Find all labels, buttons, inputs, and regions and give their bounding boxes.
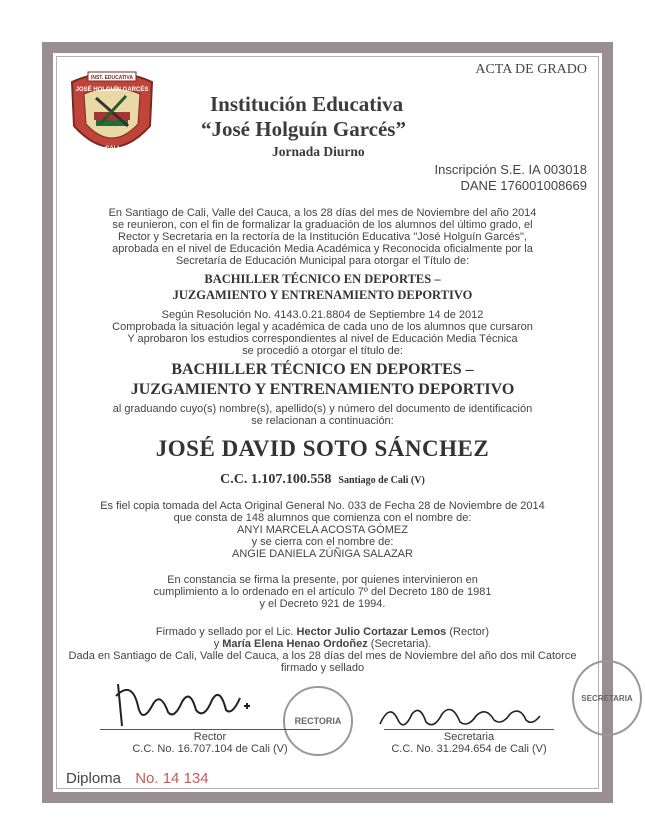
resolution-line: Según Resolución No. 4143.0.21.8804 de Septiembre 14 de 2012	[161, 309, 484, 321]
given-line: firmado y sellado	[280, 662, 365, 674]
secretaria-stamp	[572, 660, 642, 736]
svg-text:CALI: CALI	[105, 146, 119, 152]
copy-paragraph	[60, 500, 585, 560]
copy-line: que consta de 148 alumnos que comienza con el nombre de:	[173, 512, 472, 524]
graduate-intro-line: se relacionan a continuación:	[251, 415, 394, 427]
signed-joiner: y	[213, 638, 223, 650]
diploma-footer	[66, 770, 209, 787]
institution-name-line1: Institución Educativa	[210, 92, 404, 116]
intro-line: se reunieron, con el fin de formalizar la graduación de los alumnos del último grado, el	[112, 219, 533, 231]
signed-line-2	[60, 638, 585, 650]
svg-text:INST. EDUCATIVA: INST. EDUCATIVA	[90, 75, 134, 81]
rector-signature-block	[100, 729, 320, 755]
rector-role: (Rector)	[446, 626, 490, 638]
signed-line-1	[60, 626, 585, 638]
title-line: BACHILLER TÉCNICO EN DEPORTES –	[204, 272, 441, 286]
title-line: JUZGAMIENTO Y ENTRENAMIENTO DEPORTIVO	[172, 288, 473, 302]
dane-code: DANE 176001008669	[460, 178, 587, 193]
signed-prefix: Firmado y sellado por el Lic.	[155, 626, 297, 638]
graduate-id-number: C.C. 1.107.100.558	[220, 472, 332, 487]
secretary-role: (Secretaria).	[367, 638, 432, 650]
signed-paragraph	[60, 626, 585, 674]
resolution-line: Comprobada la situación legal y académica de cada uno de los alumnos que cursaron	[112, 321, 533, 333]
degree-title-small	[60, 271, 585, 303]
diploma-number: No. 14 134	[135, 770, 209, 787]
rector-label: Rector	[193, 731, 227, 743]
intro-line: En Santiago de Cali, Valle del Cauca, a los 28 días del mes de Noviembre del año 2014	[108, 207, 537, 219]
title-line: JUZGAMIENTO Y ENTRENAMIENTO DEPORTIVO	[130, 381, 515, 398]
graduate-id	[60, 472, 585, 488]
intro-paragraph	[60, 207, 585, 267]
intro-line: aprobada en el nivel de Educación Media Académica y Reconocida oficialmente por la	[112, 243, 533, 255]
graduate-intro	[60, 403, 585, 427]
copy-line: Es fiel copia tomada del Acta Original General No. 033 de Fecha 28 de Noviembre de 2014	[100, 500, 545, 512]
intro-line: Rector y Secretaria en la rectoría de la Institución Educativa "José Holguín Garcés",	[118, 231, 527, 243]
constancy-line: y el Decreto 921 de 1994.	[259, 598, 386, 610]
title-line: BACHILLER TÉCNICO EN DEPORTES –	[171, 361, 474, 378]
rector-name: Hector Julio Cortazar Lemos	[296, 626, 447, 638]
secretaria-stamp-label: SECRETARIA	[581, 693, 633, 703]
secretary-signature-block	[384, 729, 554, 755]
svg-text:JOSÉ HOLGUÍN GARCÉS: JOSÉ HOLGUÍN GARCÉS	[75, 87, 149, 93]
graduate-name: JOSÉ DAVID SOTO SÁNCHEZ	[155, 436, 490, 461]
secretary-label: Secretaria	[443, 731, 495, 743]
registration-number: Inscripción S.E. IA 003018	[434, 162, 587, 177]
rector-id: C.C. No. 16.707.104 de Cali (V)	[132, 743, 288, 755]
graduate-id-place: Santiago de Cali (V)	[338, 475, 425, 486]
first-student: ANYI MARCELA ACOSTA GÓMEZ	[237, 524, 408, 536]
constancy-line: cumplimiento a lo ordenado en el artículo 7º del Decreto 180 de 1981	[153, 586, 492, 598]
diploma-label: Diploma	[66, 770, 122, 787]
resolution-line: se procedió a otorgar el título de:	[242, 345, 403, 357]
intro-line: Secretaría de Educación Municipal para otorgar el Título de:	[175, 255, 470, 267]
constancy-paragraph	[60, 574, 585, 610]
last-student: ANGIE DANIELA ZÚÑIGA SALAZAR	[232, 548, 413, 560]
institution-name-line2: “José Holguín Garcés”	[201, 117, 406, 141]
copy-line: y se cierra con el nombre de:	[251, 536, 394, 548]
secretary-id: C.C. No. 31.294.654 de Cali (V)	[391, 743, 547, 755]
given-line: Dada en Santiago de Cali, Valle del Cauca, a los 28 días del mes de Noviembre del año dos mil Catorce	[68, 650, 577, 662]
rectoria-stamp-label: RECTORIA	[294, 716, 342, 726]
school-crest-logo	[66, 68, 158, 164]
schedule: Jornada Diurno	[272, 144, 365, 159]
resolution-line: Y aprobaron los estudios correspondientes al nivel de Educación Media Técnica	[127, 333, 518, 345]
graduate-intro-line: al graduando cuyo(s) nombre(s), apellido(s) y número del documento de identificación	[112, 403, 533, 415]
document-type: ACTA DE GRADO	[475, 62, 587, 77]
rector-signature	[112, 676, 262, 734]
secretary-name: María Elena Henao Ordoñez	[222, 638, 368, 650]
degree-title-large	[60, 360, 585, 400]
resolution-paragraph	[60, 309, 585, 357]
constancy-line: En constancia se firma la presente, por quienes intervinieron en	[167, 574, 478, 586]
